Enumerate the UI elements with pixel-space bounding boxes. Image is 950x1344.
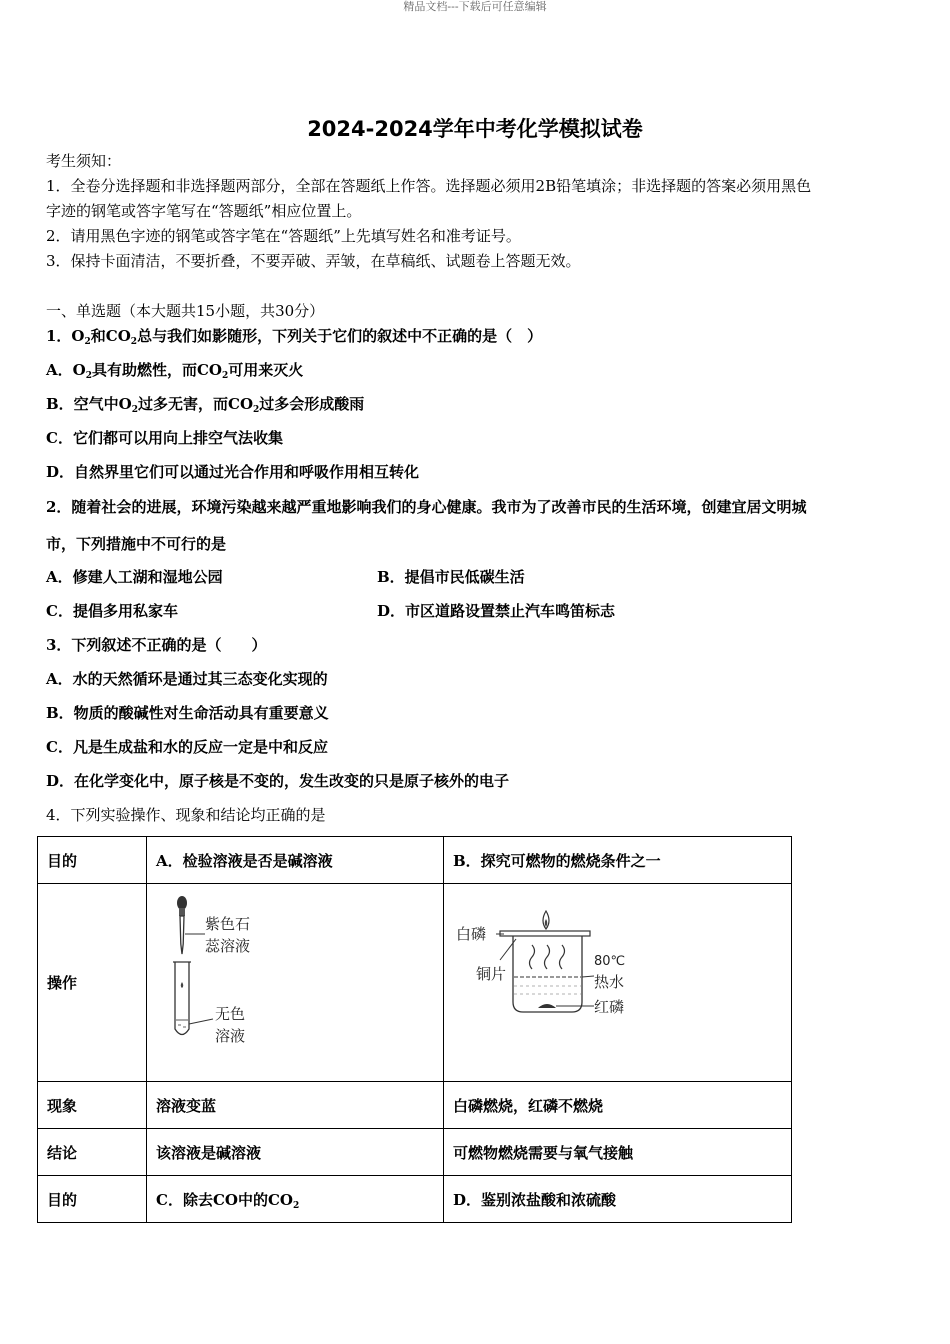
experiment-table [37, 836, 792, 1223]
label-litmus-line-2: 蕊溶液 [205, 937, 251, 955]
notice-item-2: 2．请用黑色字迹的钢笔或答字笔在“答题纸”上先填写姓名和准考证号。 [46, 227, 521, 245]
notice-heading: 考生须知： [46, 152, 122, 170]
dropper-tube-icon [180, 916, 184, 954]
cell-option-a: A．检验溶液是否是碱溶液 [147, 837, 444, 884]
cell-conclusion-b: 可燃物燃烧需要与氧气接触 [444, 1129, 792, 1176]
beaker-icon [513, 936, 582, 1012]
label-litmus-line-1: 紫色石 [205, 915, 251, 933]
notice-item-3: 3．保持卡面清洁，不要折叠，不要弄破、弄皱，在草稿纸、试题卷上答题无效。 [46, 252, 581, 270]
dropper-bulb-icon [177, 896, 187, 910]
cell-option-b: B．探究可燃物的燃烧条件之一 [444, 837, 792, 884]
label-colorless-line-1: 无色 [215, 1005, 246, 1023]
label-hot-water: 热水 [594, 973, 625, 991]
q2-stem-line-1: 2．随着社会的进展，环境污染越来越严重地影响我们的身心健康。我市为了改善市民的生活环境，创建宜居文明城 [46, 498, 807, 516]
combustion-beaker-diagram [444, 884, 791, 1081]
row-label-purpose: 目的 [38, 837, 147, 884]
table-row [38, 837, 792, 884]
table-row [38, 884, 792, 1082]
q3-option-c: C．凡是生成盐和水的反应一定是中和反应 [46, 738, 328, 756]
copper-plate-icon [500, 931, 590, 936]
label-copper-plate: 铜片 [476, 965, 507, 983]
q4-stem: 4．下列实验操作、现象和结论均正确的是 [46, 806, 326, 824]
q1-option-b: B．空气中$O_2$过多无害，而$CO_2$过多会形成酸雨 [46, 395, 365, 415]
cell-figure-a [147, 884, 444, 1082]
notice-item-1-line-1: 1．全卷分选择题和非选择题两部分，全部在答题纸上作答。选择题必须用2B铅笔填涂；非选择题的答案必须用黑色 [46, 177, 812, 195]
q1-option-d: D．自然界里它们可以通过光合作用和呼吸作用相互转化 [46, 463, 420, 481]
row-label-operation: 操作 [38, 884, 147, 1082]
q2-option-c: C．提倡多用私家车 [46, 602, 178, 620]
dropper-test-tube-diagram [147, 884, 443, 1081]
cell-phenomenon-a: 溶液变蓝 [147, 1082, 444, 1129]
label-red-phosphorus: 红磷 [594, 998, 625, 1016]
q2-option-b: B．提倡市民低碳生活 [377, 568, 525, 586]
label-white-phosphorus: 白磷 [456, 925, 487, 943]
row-label-phenomenon: 现象 [38, 1082, 147, 1129]
q2-option-d: D．市区道路设置禁止汽车鸣笛标志 [377, 602, 616, 620]
steam-icon [530, 945, 535, 969]
q3-stem: 3．下列叙述不正确的是（ ） [46, 636, 267, 654]
page-title: 2024-2024学年中考化学模拟试卷 [307, 117, 643, 141]
q2-option-a: A．修建人工湖和湿地公园 [46, 568, 223, 586]
q1-stem: 1．$O_2$和$CO_2$总与我们如影随形，下列关于它们的叙述中不正确的是（ ） [46, 327, 543, 347]
q3-option-a: A．水的天然循环是通过其三态变化实现的 [46, 670, 328, 688]
drop-icon [181, 982, 184, 988]
cell-option-c: C．除去CO中的$CO_2$ [147, 1176, 444, 1223]
section-heading: 一、单选题（本大题共15小题，共30分） [46, 302, 325, 320]
table-row [38, 1129, 792, 1176]
header-note: 精品文档---下载后可任意编辑 [403, 0, 547, 13]
cell-phenomenon-b: 白磷燃烧，红磷不燃烧 [444, 1082, 792, 1129]
q2-stem-line-2: 市，下列措施中不可行的是 [46, 535, 227, 553]
cell-conclusion-a: 该溶液是碱溶液 [147, 1129, 444, 1176]
q3-option-d: D．在化学变化中，原子核是不变的，发生改变的只是原子核外的电子 [46, 772, 510, 790]
q3-option-b: B．物质的酸碱性对生命活动具有重要意义 [46, 704, 329, 722]
notice-item-1-line-2: 字迹的钢笔或答字笔写在“答题纸”相应位置上。 [46, 202, 362, 220]
q1-option-c: C．它们都可以用向上排空气法收集 [46, 429, 283, 447]
white-phosphorus-icon [538, 1004, 556, 1008]
cell-figure-b [444, 884, 792, 1082]
label-colorless-line-2: 溶液 [215, 1027, 246, 1045]
label-temperature: 80℃ [594, 954, 626, 969]
q1-option-a: A．$O_2$具有助燃性，而$CO_2$可用来灭火 [46, 361, 304, 381]
test-tube-icon [175, 962, 189, 1035]
row-label-conclusion: 结论 [38, 1129, 147, 1176]
row-label-purpose-2: 目的 [38, 1176, 147, 1223]
cell-option-d: D．鉴别浓盐酸和浓硫酸 [444, 1176, 792, 1223]
table-row [38, 1176, 792, 1223]
table-row [38, 1082, 792, 1129]
